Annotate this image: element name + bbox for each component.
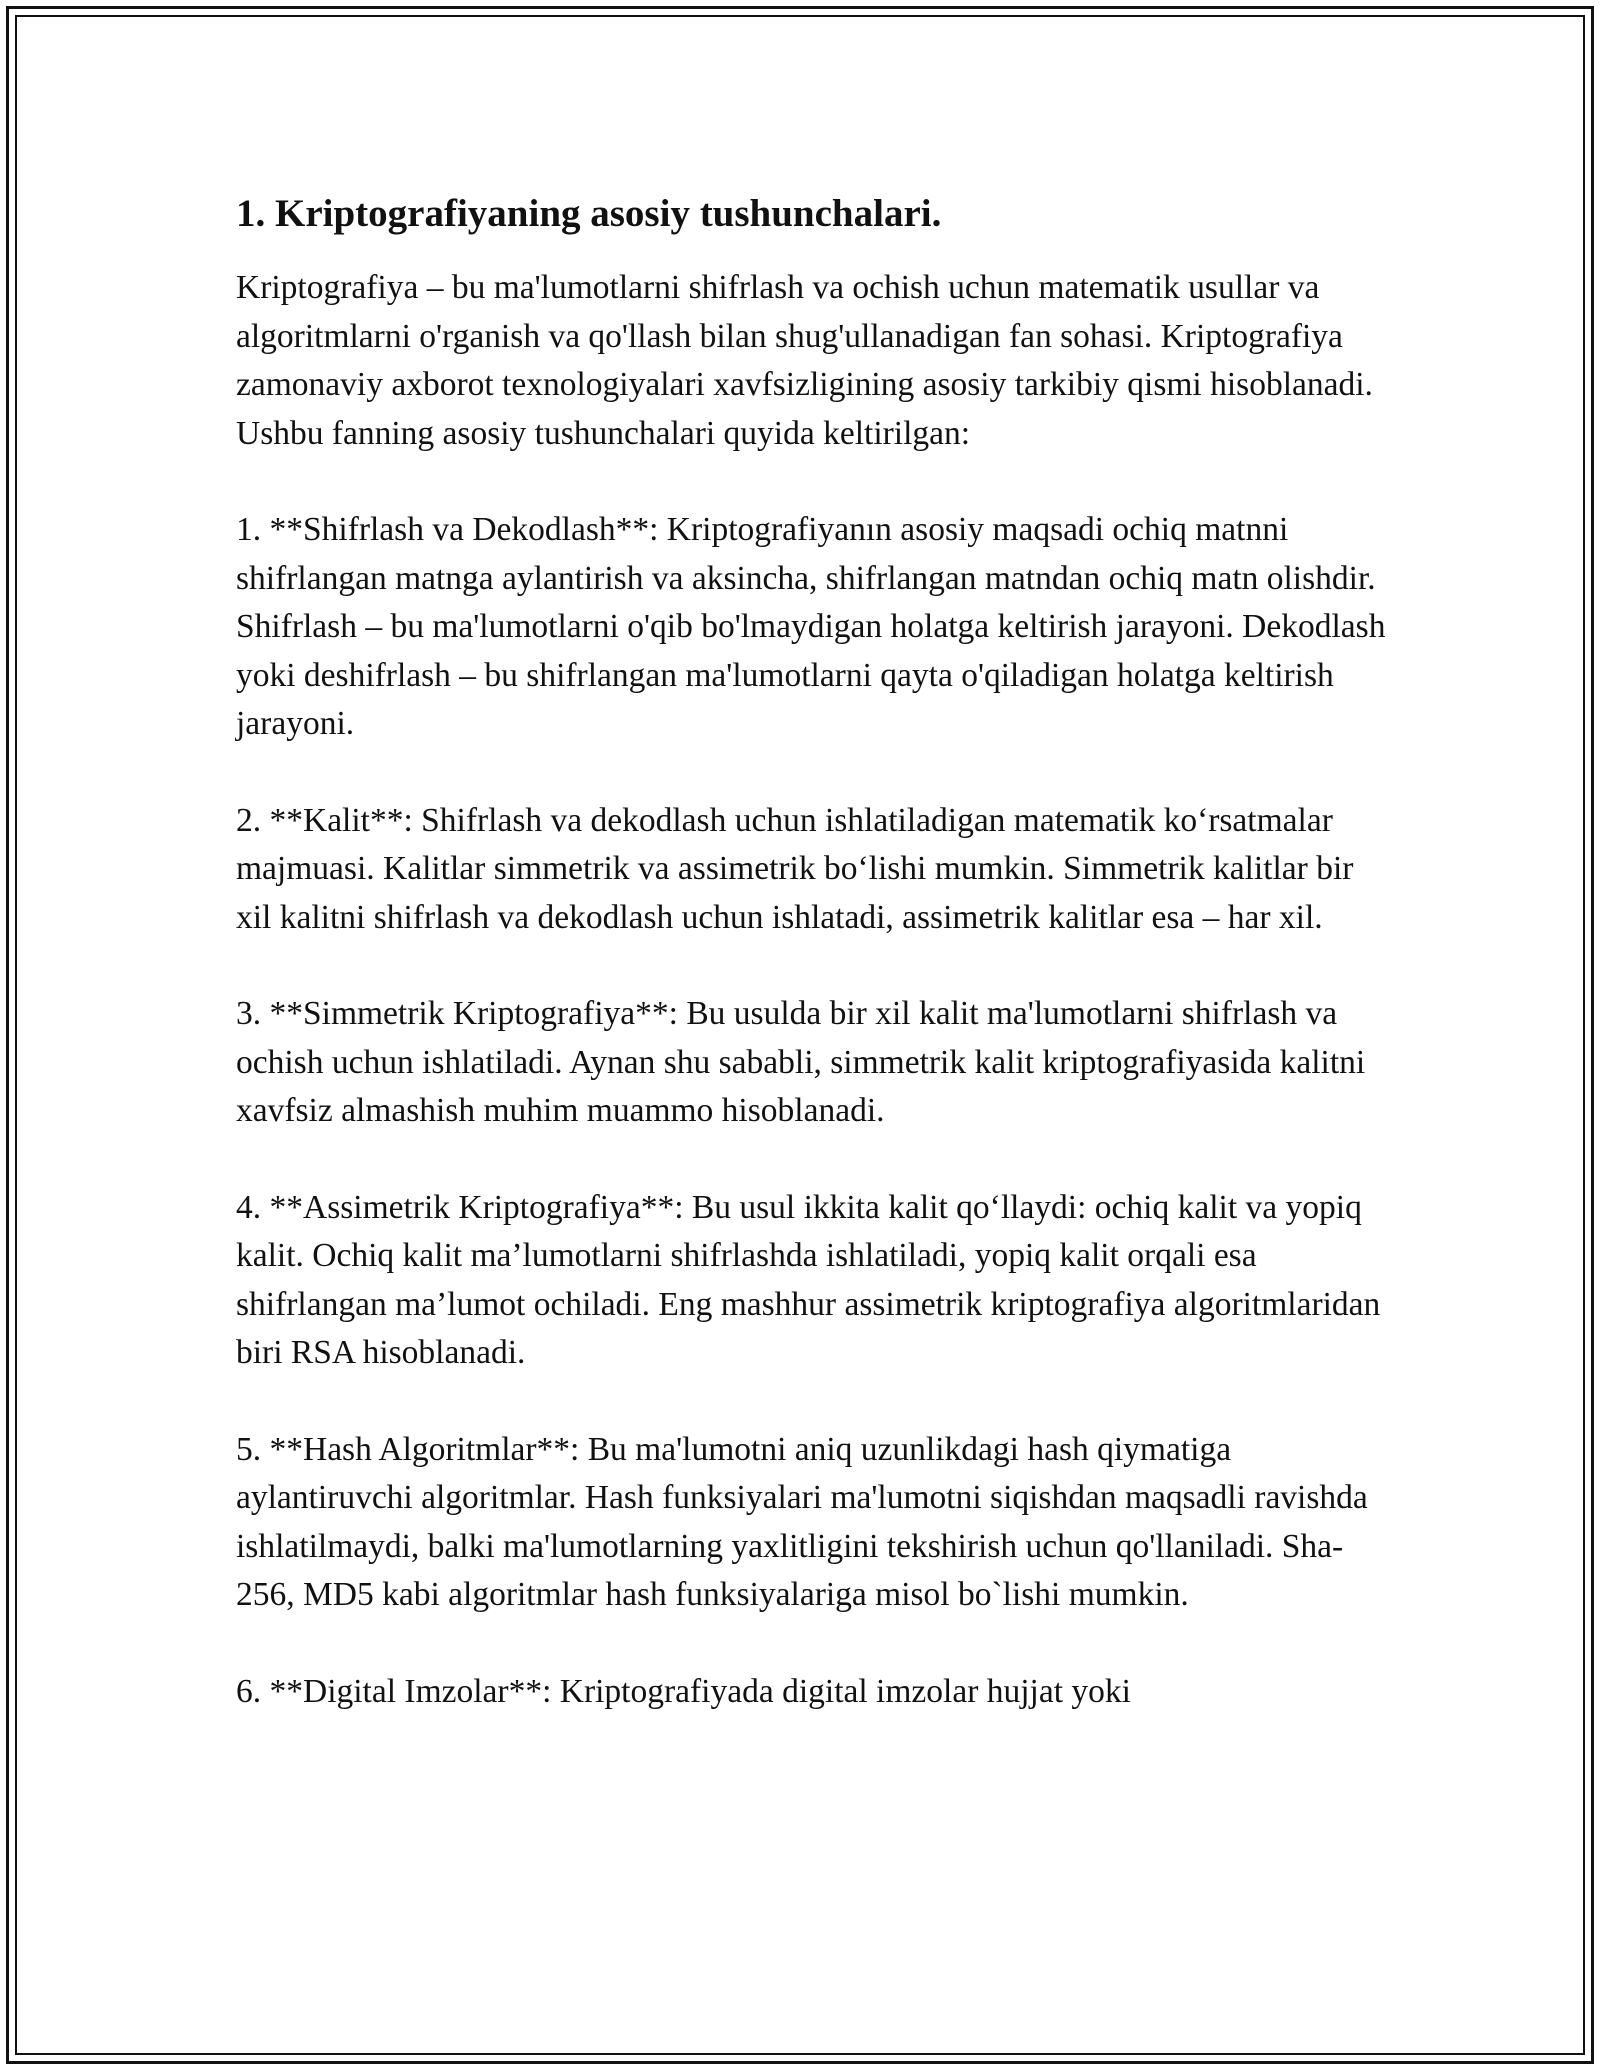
paragraph-symmetric-cryptography: 3. **Simmetrik Kriptografiya**: Bu usulda bir xil kalit ma'lumotlarni shifrlash va ochish uchun ishlatiladi. Aynan shu sababli, simmetrik kalit kriptografiyasida kalitni xavfsiz almashish muhim muammo hisoblanadi.: [236, 995, 1366, 1129]
paragraph-encryption-decoding: 1. **Shifrlash va Dekodlash**: Kriptografiyanın asosiy maqsadi ochiq matnni shifrlangan matnga aylantirish va aksincha, shifrlangan matndan ochiq matn olishdir. Shifrlash – bu ma'lumotlarni o'qib bo'lmaydigan holatga keltirish jarayoni. Dekodlash yoki deshifrlash – bu shifrlangan ma'lumotlarni qayta o'qiladigan holatga keltirish jarayoni.: [236, 511, 1386, 742]
page-title: 1. Kriptografiyaning asosiy tushunchalari.: [236, 192, 942, 235]
paragraph-asymmetric-cryptography: 4. **Assimetrik Kriptografiya**: Bu usul ikkita kalit qo‘llaydi: ochiq kalit va yopiq kalit. Ochiq kalit ma’lumotlarni shifrlashda ishlatiladi, yopiq kalit orqali esa shifrlangan ma’lumot ochiladi. Eng mashhur assimetrik kriptografiya algoritmlaridan biri RSA hisoblanadi.: [236, 1188, 1381, 1371]
paragraph-digital-signatures: 6. **Digital Imzolar**: Kriptografiyada digital imzolar hujjat yoki: [236, 1672, 1131, 1710]
paragraph-intro: Kriptografiya – bu ma'lumotlarni shifrlash va ochish uchun matematik usullar va algoritmlarni o'rganish va qo'llash bilan shug'ullanadigan fan sohasi. Kriptografiya zamonaviy axborot texnologiyalari xavfsizligining asosiy tarkibiy qismi hisoblanadi. Ushbu fanning asosiy tushunchalari quyida keltirilgan:: [236, 269, 1373, 452]
document-body: [236, 190, 1386, 1716]
paragraph-hash-algorithms: 5. **Hash Algoritmlar**: Bu ma'lumotni aniq uzunlikdagi hash qiymatiga aylantiruvchi algoritmlar. Hash funksiyalari ma'lumotni siqishdan maqsadli ravishda ishlatilmaydi, balki ma'lumotlarning yaxlitligini tekshirish uchun qo'llaniladi. Sha-256, MD5 kabi algoritmlar hash funksiyalariga misol bo`lishi mumkin.: [236, 1430, 1368, 1613]
paragraph-key: 2. **Kalit**: Shifrlash va dekodlash uchun ishlatiladigan matematik ko‘rsatmalar majmuasi. Kalitlar simmetrik va assimetrik bo‘lishi mumkin. Simmetrik kalitlar bir xil kalitni shifrlash va dekodlash uchun ishlatadi, assimetrik kalitlar esa – har xil.: [236, 801, 1354, 936]
